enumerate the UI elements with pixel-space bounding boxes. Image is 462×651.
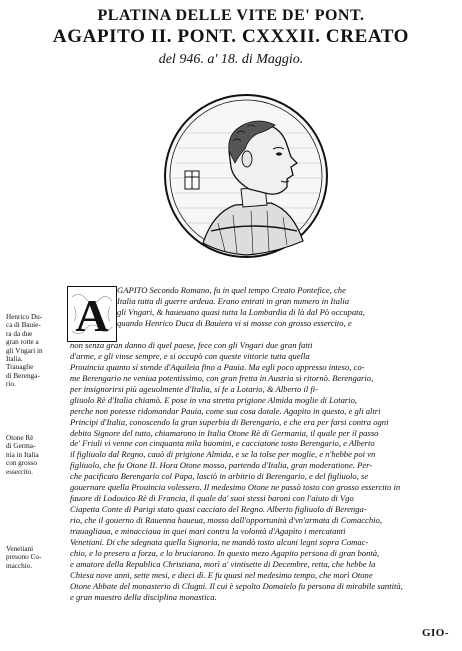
body-line: Principi d'Italia, conoscendo la gran superbia di Berengario, e che era per farsi contra ogni [70, 416, 389, 427]
body-line: che pacificato Berengario col Papa, lasciò in arbitrio di Berengario, e del figliuolo, se [70, 471, 369, 482]
body-line: non senza gran danno di quel paese, fece con gli Vngari due gran fatti [70, 340, 313, 350]
body-line: figliuolo, che fu Otone II. Hora Otone mosso, partendo d'Italia, gran moderatione. Per- [70, 460, 373, 471]
body-line: rio, che il gouerno di Rauenna haueua, mosso dall'opportunità d'vn'armata di Comacchio, [70, 515, 383, 525]
body-line: e amatore della Republica Christiana, morì a' vintisette di Decembre, retta, che hebbe la [70, 558, 376, 569]
body-line: gli Vngari, & haueuano quasi tutta la Lombardia di là dal Pò occupata, [117, 306, 365, 317]
body-line: perche non potesse ridomandar Pauia, come sua cosa dotale. Agapito in questo, e gli altri [70, 405, 381, 416]
chapter-date: del 946. a' 18. di Maggio. [158, 52, 304, 67]
body-line: il figliuolo dal Regno, cauò di prigione Almida, e se la tolse per moglie, e n'hebbe poi vn [70, 449, 376, 460]
margin-note-line: Henrico Du- [6, 313, 43, 321]
body-line: fauore di Lodouico Rè di Francia, il quale da' suoi stessi baroni con l'aiuto di Vgo [70, 493, 354, 504]
catchword: GIO- [421, 627, 449, 639]
body-line: de' Friuli vi venne con cinquanta mila huomini, e cacciatone tosto Berengario, e Alberto [70, 438, 375, 449]
margin-note-line: Trauaglie [6, 363, 34, 372]
body-line: Italia tutta di guerre ardeua. Erano entrati in gran numero in Italia [117, 295, 350, 306]
margin-note-line: presono Co- [6, 553, 42, 562]
body-line: chio, e lo presero a forza, e lo bruciarono. In questo mezo Agapito persona di gran bontà, [70, 547, 380, 558]
margin-note-otone [6, 434, 66, 476]
margin-note-line: ca di Bauie- [6, 321, 41, 330]
body-line: debito Signore del tutto, chiamarono in Italia Otone Rè di Germania, il quale per il passo [70, 427, 379, 438]
margin-note-line: gran rotte a [6, 338, 39, 347]
margin-note-line: Italia. [6, 355, 23, 364]
body-line: Chiesa nove anni, sette mesi, e dieci dì. E fu quasi nel medesimo tempo, che morì Otone [70, 569, 373, 580]
body-line: e gran maestro della disciplina monastica. [70, 591, 217, 602]
margin-note-line: gli Vngari in [6, 346, 43, 355]
margin-note-line: rio. [6, 380, 16, 389]
margin-note-henrico [6, 313, 66, 389]
margin-note-line: nia in Italia [6, 450, 39, 459]
margin-note-line: essercito. [6, 467, 33, 476]
body-line: Ciapetta Conte di Parigi stato quasi cacciato del Regno. Alberto figliuolo di Berenga- [70, 504, 367, 515]
portrait-medallion [163, 93, 329, 259]
drop-capital [67, 286, 117, 342]
body-line: quando Henrico Duca di Bauiera vi si mosse con grosso essercito, e [117, 317, 352, 328]
body-line: Otone Abbate del monasterio di Clugni. Il cui è sepolto Domaielo fu persona di mirabile santità, [70, 580, 403, 591]
margin-note-line: di Germa- [6, 442, 36, 451]
margin-note-line: con grosso [6, 459, 37, 468]
body-line: gouernare quella Prouincia volessero. Il medesimo Otone ne passò tosto con grosso essercito in [70, 482, 401, 493]
body-line: per insignorirsi più ageuolmente d'Italia, si fe a Lotario, & Alberto il fi- [70, 383, 319, 394]
margin-note-line: macchio. [6, 561, 33, 570]
body-line: trauagliaua, e minacciaua in quei mari contra la volontà d'Agapito i mercatanti [70, 525, 346, 536]
margin-note-line: di Berenga- [6, 371, 40, 380]
margin-note-line: Venetiani [6, 545, 34, 553]
running-head: PLATINA DELLE VITE DE' PONT. [97, 7, 365, 24]
body-text [70, 340, 450, 603]
body-opening-lines [117, 285, 452, 329]
body-line: Venetiani. Di che sdegnata quella Signoria, ne mandò tosto alcuni legni sopra Comac- [70, 536, 369, 547]
margin-note-venetiani [6, 545, 66, 570]
drop-capital-ornament [68, 287, 116, 341]
body-line: me Berengario ne veniua potentissimo, con gran fretta in Austria si ritornò. Berengario, [70, 372, 374, 383]
margin-note-line: ra da due [6, 329, 33, 338]
margin-note-line: Otone Rè [6, 434, 34, 442]
body-line: gliuolo Rè d'Italia chiamò. E pose in vna stretta prigione Almida moglie di Lotario, [70, 394, 358, 405]
chapter-title: AGAPITO II. PONT. CXXXII. CREATO [52, 26, 410, 47]
body-line: GAPITO Secondo Romano, fu in quel tempo Creato Pontefice, che [117, 285, 346, 295]
body-line: d'arme, e gli vinse sempre, e si occupò con queste vittorie tutta quella [70, 350, 310, 361]
drop-capital-letter: A [75, 290, 109, 341]
body-line: Prouincia quanto si stende d'Aquileia fino a Pauia. Ma egli poco appresso inteso, co- [70, 361, 365, 372]
